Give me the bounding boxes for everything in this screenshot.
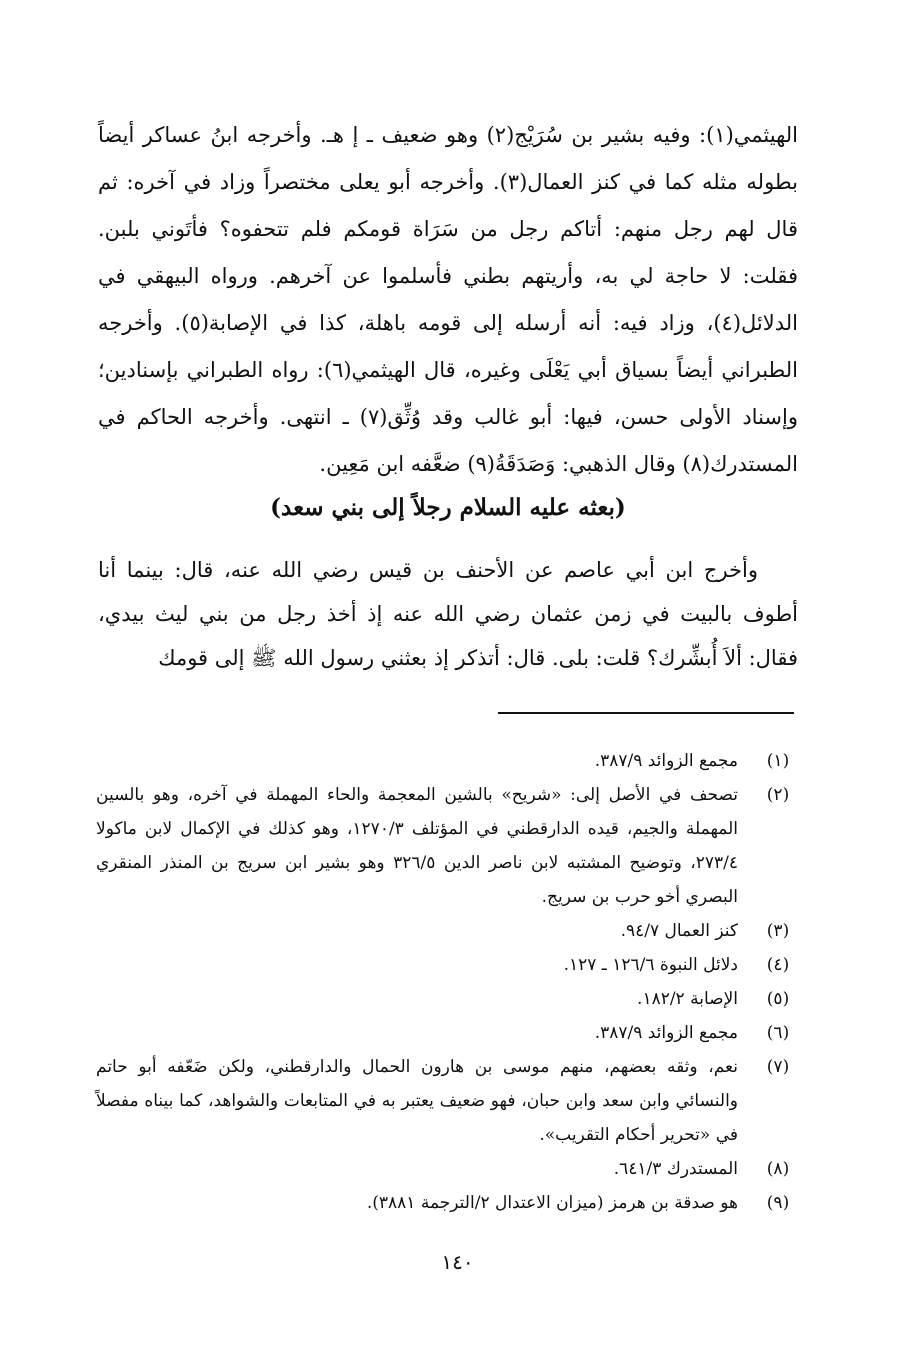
footnote-text: مجمع الزوائد ٣٨٧/٩. (594, 1023, 738, 1043)
footnote-number: (٧) (766, 1057, 790, 1077)
footnotes (96, 744, 800, 1220)
footnote-number: (٢) (766, 785, 790, 805)
footnote (96, 778, 800, 914)
footnote-number: (٨) (766, 1159, 790, 1179)
footnote (96, 982, 800, 1016)
footnote-text: الإصابة ١٨٢/٢. (637, 989, 738, 1009)
footnote-text: هو صدقة بن هرمز (ميزان الاعتدال ٢/الترجمة ٣٨٨١). (366, 1193, 738, 1213)
section-paragraph: وأخرج ابن أبي عاصم عن الأحنف بن قيس رضي الله عنه، قال: بينما أنا أطوف بالبيت في زمن عثمان رضي الله عنه إذ أخذ رجل من بني ليث بيدي، فقال: ألاَ أُبشِّرك؟ قلت: بلى. قال: أتذكر إذ بعثني رسول الله ﷺ إلى قومك (98, 558, 798, 670)
footnote (96, 1186, 800, 1220)
footnote-number: (١) (766, 751, 790, 771)
footnote-text: مجمع الزوائد ٣٨٧/٩. (594, 751, 738, 771)
paragraph-continuation: الهيثمي(١): وفيه بشير بن سُرَيْج(٢) وهو ضعيف ـ إ هـ. وأخرجه ابنُ عساكر أيضاً بطوله مثله كما في كنز العمال(٣). وأخرجه أبو يعلى مختصراً وزاد في آخره: ثم قال لهم رجل منهم: أتاكم رجل من سَرَاة قومكم فلم تتحفوه؟ فأتَوني بلبن. فقلت: لا حاجة لي به، وأريتهم بطني فأسلموا عن آخرهم. ورواه البيهقي في الدلائل(٤)، وزاد فيه: أنه أرسله إلى قومه باهلة، كذا في الإصابة(٥). وأخرجه الطبراني أيضاً بسياق أبي يَعْلَى وغيره، قال الهيثمي(٦): رواه الطبراني بإسنادين؛ وإسناد الأولى حسن، فيها: أبو غالب وقد وُثِّق(٧) ـ انتهى. وأخرجه الحاكم في المستدرك(٨) وقال الذهبي: وَصَدَقَةُ(٩) ضعَّفه ابن مَعِين. (98, 123, 799, 476)
footnote-number: (٥) (766, 989, 790, 1009)
footnote (96, 948, 800, 982)
footnote-text: المستدرك ٦٤١/٣. (613, 1159, 738, 1179)
footnote (96, 744, 800, 778)
footnote-text: تصحف في الأصل إلى: «شريح» بالشين المعجمة والحاء المهملة في آخره، وهو بالسين المهملة والجيم، قيده الدارقطني في المؤتلف ١٢٧٠/٣، وهو كذلك في الإكمال لابن ماكولا ٢٧٣/٤، وتوضيح المشتبه لابن ناصر الدين ٣٢٦/٥ وهو بشير ابن سريج بن المنذر المنقري البصري أخو حرب بن سريج. (96, 785, 739, 907)
footnote (96, 914, 800, 948)
footnote-text: كنز العمال ٩٤/٧. (620, 921, 738, 941)
footnote-number: (٩) (766, 1193, 790, 1213)
footnote (96, 1152, 800, 1186)
footnote-number: (٦) (766, 1023, 790, 1043)
footnote (96, 1050, 800, 1152)
page-number: ١٤٠ (441, 1250, 474, 1274)
footnote-separator (498, 712, 794, 714)
main-text-block (98, 112, 798, 488)
footnote-number: (٣) (766, 921, 790, 941)
section-text-block (98, 548, 798, 680)
footnote (96, 1016, 800, 1050)
footnote-number: (٤) (766, 955, 790, 975)
footnote-text: دلائل النبوة ١٢٦/٦ ـ ١٢٧. (563, 955, 738, 975)
section-heading: (بعثه عليه السلام رجلاً إلى بني سعد) (270, 494, 626, 521)
footnote-text: نعم، وثقه بعضهم، منهم موسى بن هارون الحمال والدارقطني، ولكن ضَعّفه أبو حاتم والنسائي وابن سعد وابن حبان، فهو ضعيف يعتبر به في المتابعات والشواهد، كما بيناه مفصلاً في «تحرير أحكام التقريب». (96, 1057, 738, 1145)
